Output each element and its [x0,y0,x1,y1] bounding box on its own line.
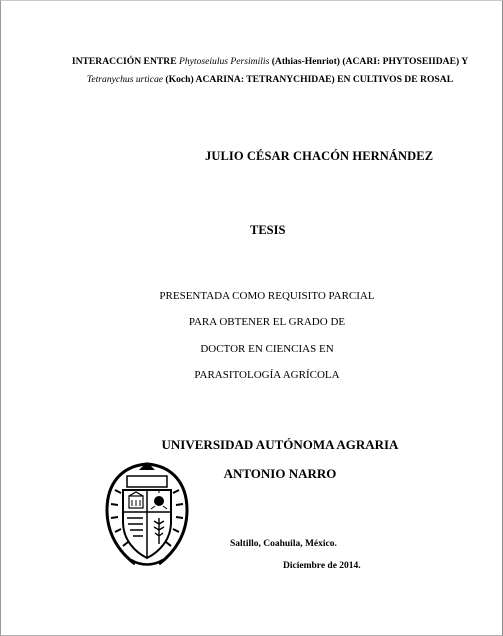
author-name: JULIO CÉSAR CHACÓN HERNÁNDEZ [205,149,434,163]
requirement-line: PRESENTADA COMO REQUISITO PARCIAL [159,290,375,302]
degree-requirement [117,283,417,388]
title-species-1: Phytoseiulus Persimilis [179,56,270,67]
date: Diciembre de 2014. [283,561,361,571]
thesis-title [70,53,470,88]
university-line-1: UNIVERSIDAD AUTÓNOMA AGRARIA [161,437,399,452]
university-seal-icon [101,460,193,570]
requirement-line: PARA OBTENER EL GRADO DE [188,316,346,329]
title-part-1: INTERACCIÓN ENTRE [71,56,179,67]
place: Saltillo, Coahuila, México. [230,539,337,549]
title-species-2: Tetranychus urticae [86,73,164,85]
title-part-3: (Koch) ACARINA: TETRANYCHIDAE) EN CULTIVOS DE ROSAL [163,73,454,85]
requirement-line: PARASITOLOGÍA AGRÍCOLA [194,368,340,381]
title-part-2: (Athias-Henriot) (ACARI: PHYTOSEIIDAE) Y [269,56,469,67]
thesis-label: TESIS [250,223,286,237]
requirement-line: DOCTOR EN CIENCIAS EN [200,342,334,355]
university-line-2: ANTONIO NARRO [223,466,337,481]
